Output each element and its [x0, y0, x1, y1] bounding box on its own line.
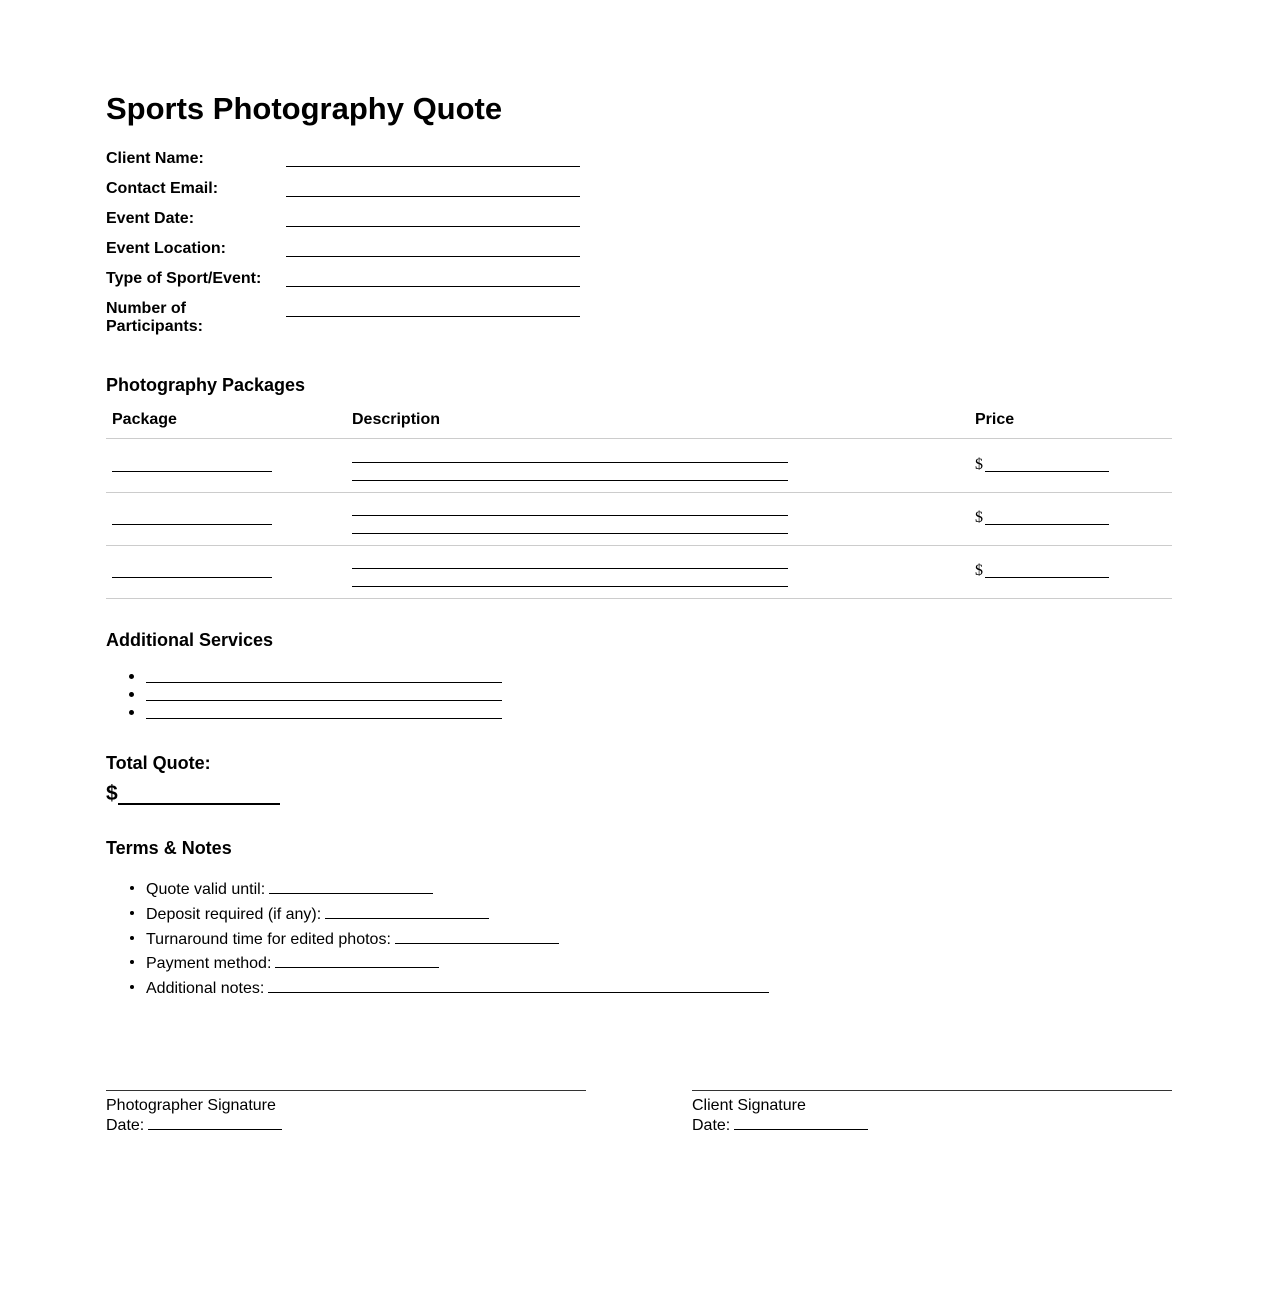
- client-signature-label: Client Signature: [692, 1097, 806, 1114]
- price-field[interactable]: [985, 577, 1109, 578]
- column-header-price: Price: [975, 411, 1015, 428]
- description-line-1[interactable]: [352, 568, 788, 569]
- total-quote-field[interactable]: [118, 803, 280, 805]
- contact-email-field[interactable]: [286, 196, 580, 197]
- photographer-signature-label: Photographer Signature: [106, 1097, 276, 1114]
- quote-valid-field[interactable]: [269, 879, 433, 894]
- photographer-signature-field[interactable]: [106, 1090, 586, 1091]
- terms-section-title: Terms & Notes: [106, 838, 232, 858]
- additional-service-field-2[interactable]: [146, 700, 502, 701]
- description-line-2[interactable]: [352, 480, 788, 481]
- bullet-icon: [130, 936, 134, 940]
- sport-type-label: Type of Sport/Event:: [106, 270, 262, 287]
- payment-method-field[interactable]: [275, 953, 439, 968]
- term-payment-method: [146, 953, 439, 973]
- date-label: Date:: [692, 1117, 731, 1134]
- package-name-field[interactable]: [112, 471, 272, 472]
- price-field[interactable]: [985, 524, 1109, 525]
- event-location-row: [106, 240, 586, 270]
- term-label: Payment method:: [146, 955, 272, 972]
- additional-services-title: Additional Services: [106, 630, 274, 650]
- client-name-field[interactable]: [286, 166, 580, 167]
- term-deposit: [146, 904, 489, 924]
- bullet-icon: [130, 960, 134, 964]
- participants-label: Number of Participants:: [106, 300, 203, 335]
- participants-field[interactable]: [286, 316, 580, 317]
- bullet-icon: [130, 911, 134, 915]
- term-label: Turnaround time for edited photos:: [146, 931, 391, 948]
- deposit-field[interactable]: [325, 904, 489, 919]
- turnaround-field[interactable]: [395, 929, 559, 944]
- sport-type-field[interactable]: [286, 286, 580, 287]
- bullet-icon: [129, 710, 134, 715]
- bullet-icon: [129, 674, 134, 679]
- event-date-label: Event Date:: [106, 210, 195, 227]
- currency-symbol: $: [975, 562, 983, 579]
- contact-email-label: Contact Email:: [106, 180, 219, 197]
- event-date-row: [106, 210, 586, 240]
- term-turnaround: [146, 929, 559, 949]
- column-header-package: Package: [112, 411, 177, 428]
- client-date-row: [692, 1115, 868, 1135]
- total-currency-symbol: $: [106, 782, 118, 805]
- total-quote-label: Total Quote:: [106, 753, 211, 773]
- table-row: [106, 545, 1172, 599]
- bullet-icon: [130, 886, 134, 890]
- table-row: [106, 492, 1172, 546]
- page-title: Sports Photography Quote: [106, 91, 503, 126]
- description-line-1[interactable]: [352, 515, 788, 516]
- date-label: Date:: [106, 1117, 145, 1134]
- description-line-1[interactable]: [352, 462, 788, 463]
- term-additional-notes: [146, 978, 769, 998]
- term-label: Additional notes:: [146, 980, 265, 997]
- packages-section-title: Photography Packages: [106, 375, 306, 395]
- additional-notes-field[interactable]: [268, 978, 769, 993]
- additional-service-field-1[interactable]: [146, 682, 502, 683]
- term-quote-valid: [146, 879, 433, 899]
- price-field[interactable]: [985, 471, 1109, 472]
- photographer-date-field[interactable]: [148, 1115, 282, 1130]
- client-date-field[interactable]: [734, 1115, 868, 1130]
- term-label: Quote valid until:: [146, 881, 266, 898]
- term-label: Deposit required (if any):: [146, 906, 322, 923]
- currency-symbol: $: [975, 456, 983, 473]
- participants-row: [106, 300, 586, 340]
- event-date-field[interactable]: [286, 226, 580, 227]
- event-location-field[interactable]: [286, 256, 580, 257]
- column-header-description: Description: [352, 411, 441, 428]
- event-location-label: Event Location:: [106, 240, 227, 257]
- contact-email-row: [106, 180, 586, 210]
- additional-service-field-3[interactable]: [146, 718, 502, 719]
- bullet-icon: [130, 985, 134, 989]
- description-line-2[interactable]: [352, 533, 788, 534]
- client-signature-field[interactable]: [692, 1090, 1172, 1091]
- sport-type-row: [106, 270, 586, 300]
- package-name-field[interactable]: [112, 577, 272, 578]
- table-row: [106, 439, 1172, 493]
- bullet-icon: [129, 692, 134, 697]
- photographer-date-row: [106, 1115, 282, 1135]
- package-name-field[interactable]: [112, 524, 272, 525]
- client-name-row: [106, 150, 586, 180]
- currency-symbol: $: [975, 509, 983, 526]
- client-name-label: Client Name:: [106, 150, 204, 167]
- description-line-2[interactable]: [352, 586, 788, 587]
